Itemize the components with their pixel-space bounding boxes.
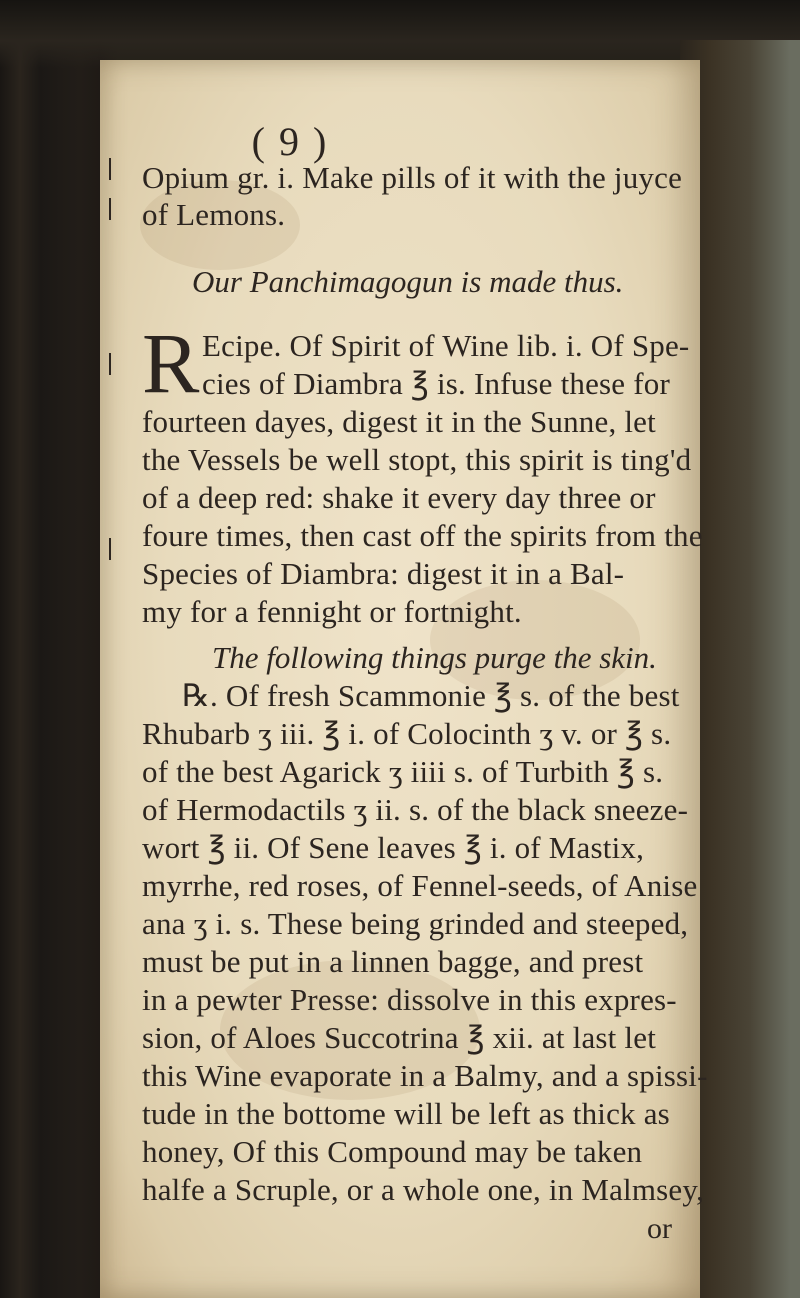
text-line: foure times, then cast off the spirits from the [142, 518, 703, 553]
text-line: wort ℥ ii. Of Sene leaves ℥ i. of Mastix, [142, 830, 645, 865]
text-line: Rhubarb ʒ iii. ℥ i. of Colocinth ʒ v. or ℥ s. [142, 716, 672, 751]
text-line: myrrhe, red roses, of Fennel-seeds, of Anise [142, 868, 698, 903]
text-line: Ecipe. Of Spirit of Wine lib. i. Of Spe- [202, 328, 690, 363]
text-line: tude in the bottome will be left as thick as [142, 1096, 670, 1131]
text-line: honey, Of this Compound may be taken [142, 1134, 643, 1169]
section-subheading: The following things purge the skin. [212, 640, 657, 675]
text-line: sion, of Aloes Succotrina ℥ xii. at last let [142, 1020, 657, 1055]
text-line: of the best Agarick ʒ iiii s. of Turbith ℥ s. [142, 754, 664, 789]
recipe-heading: Our Panchimagogun is made thus. [192, 264, 624, 299]
text-line: ℞. Of fresh Scammonie ℥ s. of the best [182, 678, 680, 713]
text-line: of Lemons. [142, 197, 286, 232]
drop-cap: R [142, 315, 200, 411]
binding-mark [109, 353, 111, 375]
page-number: ( 9 ) [251, 119, 329, 164]
text-line: Species of Diambra: digest it in a Bal- [142, 556, 625, 591]
binding-mark [109, 198, 111, 220]
text-line: cies of Diambra ℥ is. Infuse these for [202, 366, 670, 401]
text-line: of a deep red: shake it every day three or [142, 480, 656, 515]
text-line: halfe a Scruple, or a whole one, in Malmsey, [142, 1172, 705, 1207]
text-line: of Hermodactils ʒ ii. s. of the black sneeze- [142, 792, 689, 827]
text-line: my for a fennight or fortnight. [142, 594, 522, 629]
binding-mark [109, 158, 111, 180]
text-line: fourteen dayes, digest it in the Sunne, let [142, 404, 656, 439]
binding-mark [109, 538, 111, 560]
text-line: this Wine evaporate in a Balmy, and a spissi- [142, 1058, 708, 1093]
text-line: the Vessels be well stopt, this spirit is ting'd [142, 442, 692, 477]
text-line: Opium gr. i. Make pills of it with the juyce [142, 160, 683, 195]
catchword: or [647, 1212, 672, 1245]
text-line: must be put in a linnen bagge, and prest [142, 944, 644, 979]
text-line: ana ʒ i. s. These being grinded and steeped, [142, 906, 689, 941]
text-line: in a pewter Presse: dissolve in this expres- [142, 982, 677, 1017]
